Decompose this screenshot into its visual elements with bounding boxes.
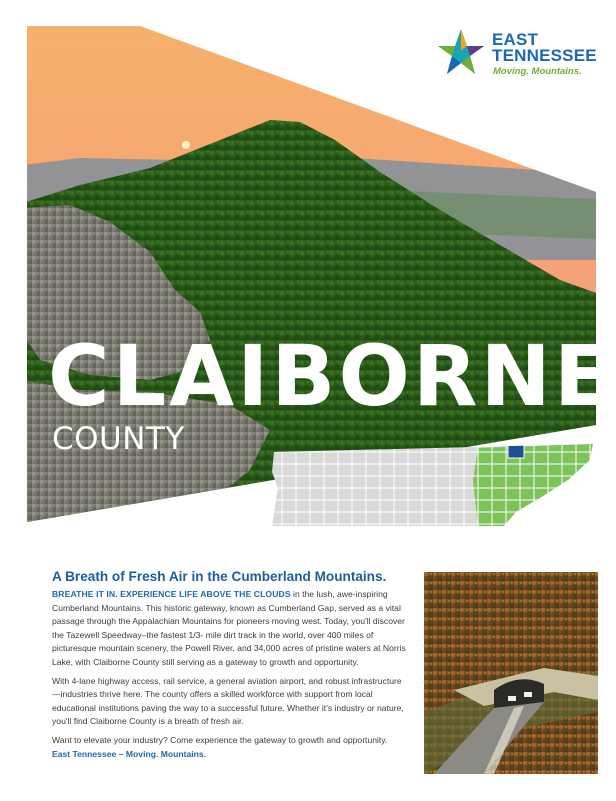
- page-title: CLAIBORNE: [48, 327, 615, 425]
- logo-tennessee: TENNESSEE: [492, 46, 597, 65]
- east-tennessee-logo: [434, 26, 604, 86]
- paragraph-infrastructure: With 4-lane highway access, rail service, a general aviation airport, and robust infrastructure—industries thrive here. The county offers a skilled workforce with support from local educational institutions paving the way to a successful future. Whether it's industry or nature, you'll find Claiborne County is a breath of fresh air.: [52, 675, 404, 727]
- intro-lead: BREATHE IT IN. EXPERIENCE LIFE ABOVE THE CLOUDS: [52, 589, 291, 599]
- page-subtitle: COUNTY: [52, 421, 185, 457]
- claiborne-county-highlight: [508, 444, 524, 458]
- article-body: [52, 568, 408, 761]
- tennessee-counties-map: [268, 440, 598, 532]
- side-photo: [424, 572, 598, 774]
- logo-tagline: Moving. Mountains.: [493, 66, 582, 77]
- closing-tagline: East Tennessee – Moving. Mountains.: [52, 748, 207, 759]
- logo-east: EAST: [492, 30, 539, 49]
- cumberland-gap-tunnel-photo: [424, 572, 598, 774]
- paragraph-call-to-action: Want to elevate your industry? Come experience the gateway to growth and opportunity.: [52, 734, 388, 745]
- article-headline: A Breath of Fresh Air in the Cumberland Mountains.: [52, 569, 387, 584]
- intro-body: in the lush, awe-inspiring Cumberland Mountains. This historic gateway, known as Cumberland Gap, served as a vital passage through the Appalachian Mountains for pioneers moving west. Today, you'll discover the Tazewell Speedway–the fastest 1/3- mile dirt track in the world, over 400 miles of picturesque mountain scenery, the Powell River, and 34,000 acres of pristine waters at Norris Lake, with Claiborne County still serving as a gateway to growth and opportunity.: [52, 589, 406, 667]
- paragraph-intro: [52, 588, 408, 670]
- star-logo-icon: [434, 26, 488, 80]
